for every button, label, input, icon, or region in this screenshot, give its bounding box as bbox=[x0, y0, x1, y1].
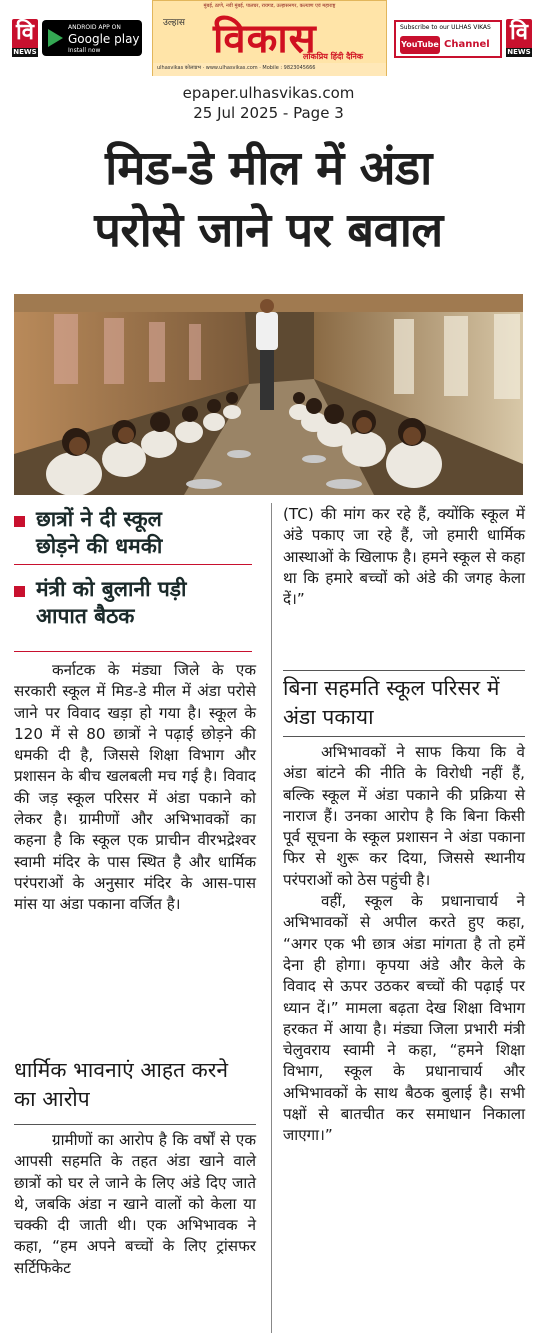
epaper-date: 25 Jul 2025 - Page 3 bbox=[193, 104, 344, 122]
left-subheading-rule bbox=[14, 1124, 256, 1125]
right-subheading-top-rule bbox=[283, 670, 525, 671]
right-subheading: बिना सहमति स्कूल परिसर में अंडा पकाया bbox=[283, 676, 500, 729]
highlight-1-line1: छात्रों ने दी स्कूल bbox=[36, 507, 162, 531]
right-column-body-2 bbox=[283, 742, 525, 1147]
play-store-icon bbox=[48, 29, 63, 47]
nameplate-tagline: मुंबई, ठाणे, नवी मुंबई, पालघर, रायगड, उल्हासनगर, कल्याण एवं महाराष्ट्र bbox=[203, 3, 336, 9]
left-logo-letter: वि bbox=[16, 20, 34, 45]
highlight-1-line2: छोड़ने की धमकी bbox=[36, 534, 163, 558]
right-logo-caption: NEWS bbox=[507, 48, 531, 56]
headline-line2: परोसे जाने पर बवाल bbox=[94, 203, 443, 258]
left-paragraph-2: ग्रामीणों का आरोप है कि वर्षों से एक आपसी सहमति के तहत अंडा खाने वाले छात्रों को घर ले जाने के लिए अंडे दिए जाते थे, जबकि अंडा न खाने वालों को केला या चक्की दी जाती थी। एक अभिभावक ने कहा, “हम अपने बच्चों के लिए ट्रांसफर सर्टिफिकेट bbox=[14, 1131, 256, 1277]
youtube-icon: YouTube bbox=[400, 36, 440, 54]
store-line3: Install now bbox=[68, 47, 101, 54]
youtube-channel-banner[interactable] bbox=[394, 20, 502, 58]
right-paragraph-0: (TC) की मांग कर रहे हैं, क्योंकि स्कूल में अंडे पकाए जा रहे हैं, जो हमारी धार्मिक आस्थाओं के खिलाफ है। हमने स्कूल से कहा था कि हमारे बच्चों को अंडे की जगह केला दें।” bbox=[283, 505, 525, 609]
left-column-body bbox=[14, 660, 256, 916]
store-name: Google play bbox=[68, 32, 140, 46]
left-logo-caption: NEWS bbox=[13, 48, 37, 56]
left-subheading: धार्मिक भावनाएं आहत करने का आरोप bbox=[14, 1058, 229, 1111]
right-news-logo[interactable] bbox=[506, 19, 532, 57]
google-play-badge[interactable] bbox=[42, 20, 142, 56]
photo-illustration bbox=[14, 294, 523, 495]
column-divider bbox=[271, 503, 272, 1333]
right-subheading-rule bbox=[283, 736, 525, 737]
highlight-divider bbox=[14, 564, 252, 565]
right-logo-letter: वि bbox=[510, 20, 528, 45]
masthead bbox=[0, 0, 537, 78]
highlight-2 bbox=[14, 576, 252, 630]
yt-subscribe-text: Subscribe to our ULHAS VIKAS bbox=[400, 24, 491, 31]
left-paragraph-1: कर्नाटक के मंड्या जिले के एक सरकारी स्कूल में मिड-डे मील में अंडा परोसे जाने पर विवाद खड़ा हो गया है। स्कूल के 120 में से 80 छात्रों ने पढ़ाई छोड़ने की धमकी दी है, जिससे शिक्षा विभाग और प्रशासन के बीच खलबली मच गई है। विवाद की जड़ स्कूल परिसर में अंडा पकाने को लेकर है। ग्रामीणों और अभिभावकों का कहना है कि स्कूल एक प्राचीन वीरभद्रेश्वर स्वामी मंदिर के पास स्थित है और धार्मिक परंपराओं के अनुसार मंदिर के आस-पास मांस या अंडा पकाना वर्जित है। bbox=[14, 661, 256, 914]
left-column-body-2 bbox=[14, 1130, 256, 1279]
bullet-square-icon bbox=[14, 586, 25, 597]
brand-prefix: उल्हास bbox=[163, 18, 186, 28]
news-photo bbox=[14, 294, 523, 495]
right-paragraph-2: वहीं, स्कूल के प्रधानाचार्य ने अभिभावकों से अपील करते हुए कहा, “अगर एक भी छात्र अंडा मांगता है तो हमें देना ही होगा। कृपया अंडे और केले के विवाद से ऊपर उठकर बच्चों की पढ़ाई पर ध्यान दें।” मामला बढ़ता देख शिक्षा विभाग हरकत में आया है। मंड्या जिला प्रभारी मंत्री चेलुवराय स्वामी ने कहा, “हमने शिक्षा विभाग, स्कूल के प्रधानाचार्य और अभिभावकों के साथ बैठक बुलाई है। सभी पक्षों से बातचीत कर समाधान निकाला जाएगा।” bbox=[283, 892, 525, 1145]
page-headline bbox=[0, 138, 537, 262]
brand-daily: लोकप्रिय हिंदी दैनिक bbox=[303, 52, 364, 61]
right-paragraph-1: अभिभावकों ने साफ किया कि वे अंडा बांटने की नीति के विरोधी नहीं हैं, बल्कि स्कूल में अंडा पकाने की प्रक्रिया से नाराज हैं। उनका आरोप है कि बिना किसी पूर्व सूचना के स्कूल प्रशासन ने अंडा पकाना फिर से शुरू कर दिया, जिससे स्थानीय परंपराओं को ठेस पहुंची है। bbox=[283, 743, 525, 889]
bullet-square-icon bbox=[14, 516, 25, 527]
headline-line1: मिड-डे मील में अंडा bbox=[105, 141, 432, 196]
highlight-1 bbox=[14, 506, 252, 560]
highlight-bottom-rule bbox=[14, 651, 252, 652]
highlight-2-line1: मंत्री को बुलानी पड़ी bbox=[36, 577, 187, 601]
brand-name: विकास bbox=[213, 16, 317, 62]
store-line1: ANDROID APP ON bbox=[68, 24, 121, 31]
yt-channel-text: Channel bbox=[444, 39, 490, 50]
epaper-url: epaper.ulhasvikas.com bbox=[182, 84, 355, 102]
newspaper-nameplate bbox=[152, 0, 387, 76]
nameplate-strip: ulhasvikas कोलाप्रभ · www.ulhasvikas.com · Mobile : 9823045666 bbox=[153, 63, 386, 76]
left-news-logo[interactable] bbox=[12, 19, 38, 57]
highlight-2-line2: आपात बैठक bbox=[36, 604, 135, 628]
right-column-body bbox=[283, 504, 525, 610]
